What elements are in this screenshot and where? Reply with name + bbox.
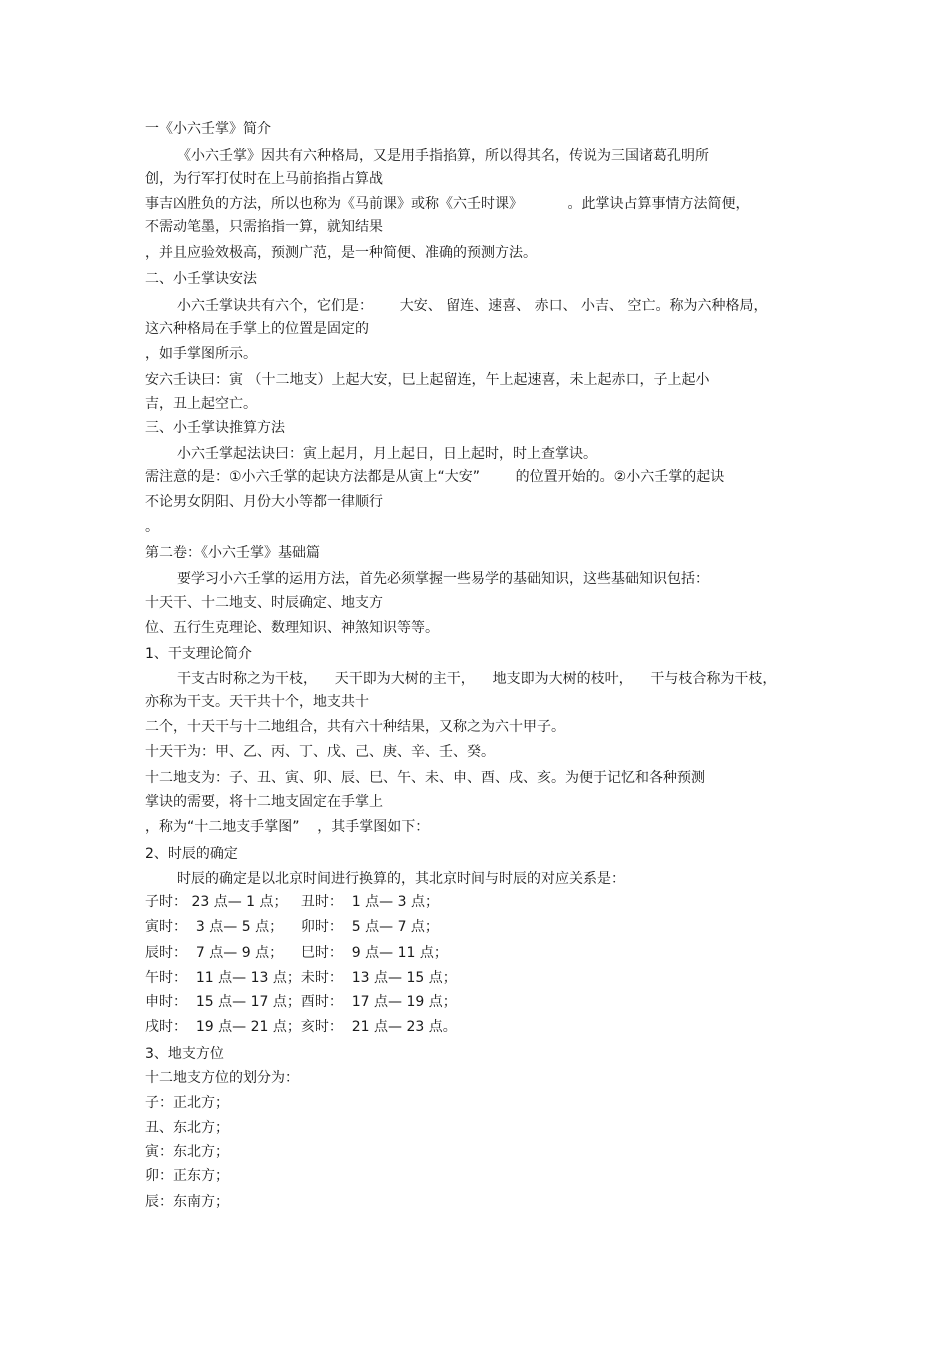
paragraph-line: 十二地支方位的划分为： bbox=[145, 1070, 299, 1086]
paragraph-line: 创，为行军打仗时在上马前掐指占算战 bbox=[145, 171, 383, 187]
paragraph-line: 吉，丑上起空亡。 bbox=[145, 396, 257, 412]
section-title-calculation: 三、小壬掌诀推算方法 bbox=[145, 420, 285, 436]
time-table-row: 申时： 15 点— 17 点；酉时： 17 点— 19 点； bbox=[145, 994, 457, 1010]
paragraph-line: 亦称为干支。天干共十个，地支共十 bbox=[145, 694, 369, 710]
paragraph-line: 《小六壬掌》因共有六种格局，又是用手指掐算，所以得其名，传说为三国诸葛孔明所 bbox=[177, 148, 709, 164]
paragraph-line: 二个，十天干与十二地组合，共有六十种结果，又称之为六十甲子。 bbox=[145, 719, 565, 735]
direction-item: 卯：正东方； bbox=[145, 1168, 229, 1184]
chapter-title: 第二卷：《小六壬掌》基础篇 bbox=[145, 545, 320, 561]
direction-item: 辰：东南方； bbox=[145, 1194, 229, 1210]
time-table-row: 辰时： 7 点— 9 点； 巳时： 9 点— 11 点； bbox=[145, 945, 448, 961]
paragraph-line: 位、五行生克理论、数理知识、神煞知识等等。 bbox=[145, 620, 439, 636]
paragraph-line: 这六种格局在手掌上的位置是固定的 bbox=[145, 321, 369, 337]
paragraph-line: 时辰的确定是以北京时间进行换算的，其北京时间与时辰的对应关系是： bbox=[177, 871, 625, 887]
paragraph-line: ，称为“十二地支手掌图” ，其手掌图如下： bbox=[145, 819, 430, 835]
section-title-ganzhi: 1、干支理论简介 bbox=[145, 646, 252, 662]
direction-item: 丑、东北方； bbox=[145, 1120, 229, 1136]
direction-item: 寅：东北方； bbox=[145, 1144, 229, 1160]
section-title-method: 二、小壬掌诀安法 bbox=[145, 271, 257, 287]
paragraph-line: 十天干、十二地支、时辰确定、地支方 bbox=[145, 595, 383, 611]
direction-item: 子：正北方； bbox=[145, 1095, 229, 1111]
time-table-row: 午时： 11 点— 13 点；未时： 13 点— 15 点； bbox=[145, 970, 457, 986]
paragraph-line: 十二地支为：子、丑、寅、卯、辰、巳、午、未、申、酉、戌、亥。为便于记忆和各种预测 bbox=[145, 770, 705, 786]
paragraph-line: 小六壬掌诀共有六个，它们是： 大安、 留连、速喜、 赤口、 小吉、 空亡。称为六种格局， bbox=[177, 298, 768, 314]
paragraph-line: 事吉凶胜负的方法，所以也称为《马前课》或称《六壬时课》 。此掌诀占算事情方法简便， bbox=[145, 196, 750, 212]
section-title-direction: 3、地支方位 bbox=[145, 1046, 224, 1062]
paragraph-line: 小六壬掌起法诀曰：寅上起月，月上起日，日上起时，时上查掌诀。 bbox=[177, 446, 597, 462]
paragraph-line: 安六壬诀曰：寅 （十二地支）上起大安，巳上起留连，午上起速喜，未上起赤口，子上起小 bbox=[145, 372, 710, 388]
time-table-row: 子时： 23 点— 1 点； 丑时： 1 点— 3 点； bbox=[145, 894, 439, 910]
paragraph-line: 掌诀的需要，将十二地支固定在手掌上 bbox=[145, 794, 383, 810]
paragraph-line: ，并且应验效极高，预测广范，是一种简便、准确的预测方法。 bbox=[145, 245, 537, 261]
time-table-row: 寅时： 3 点— 5 点； 卯时： 5 点— 7 点； bbox=[145, 919, 439, 935]
paragraph-line: 不论男女阴阳、月份大小等都一律顺行 bbox=[145, 494, 383, 510]
section-title-shichen: 2、时辰的确定 bbox=[145, 846, 238, 862]
paragraph-line: ，如手掌图所示。 bbox=[145, 346, 257, 362]
section-title-intro: 一《小六壬掌》简介 bbox=[145, 121, 271, 137]
paragraph-line: 。 bbox=[145, 519, 159, 535]
paragraph-line: 要学习小六壬掌的运用方法，首先必须掌握一些易学的基础知识，这些基础知识包括： bbox=[177, 571, 709, 587]
paragraph-line: 需注意的是：①小六壬掌的起诀方法都是从寅上“大安” 的位置开始的。②小六壬掌的起诀 bbox=[145, 469, 725, 485]
time-table-row: 戌时： 19 点— 21 点；亥时： 21 点— 23 点。 bbox=[145, 1019, 457, 1035]
paragraph-line: 干支古时称之为干枝， 天干即为大树的主干， 地支即为大树的枝叶， 干与枝合称为干枝， bbox=[177, 671, 777, 687]
paragraph-line: 十天干为：甲、乙、丙、丁、戊、己、庚、辛、壬、癸。 bbox=[145, 744, 495, 760]
paragraph-line: 不需动笔墨，只需掐指一算，就知结果 bbox=[145, 219, 383, 235]
